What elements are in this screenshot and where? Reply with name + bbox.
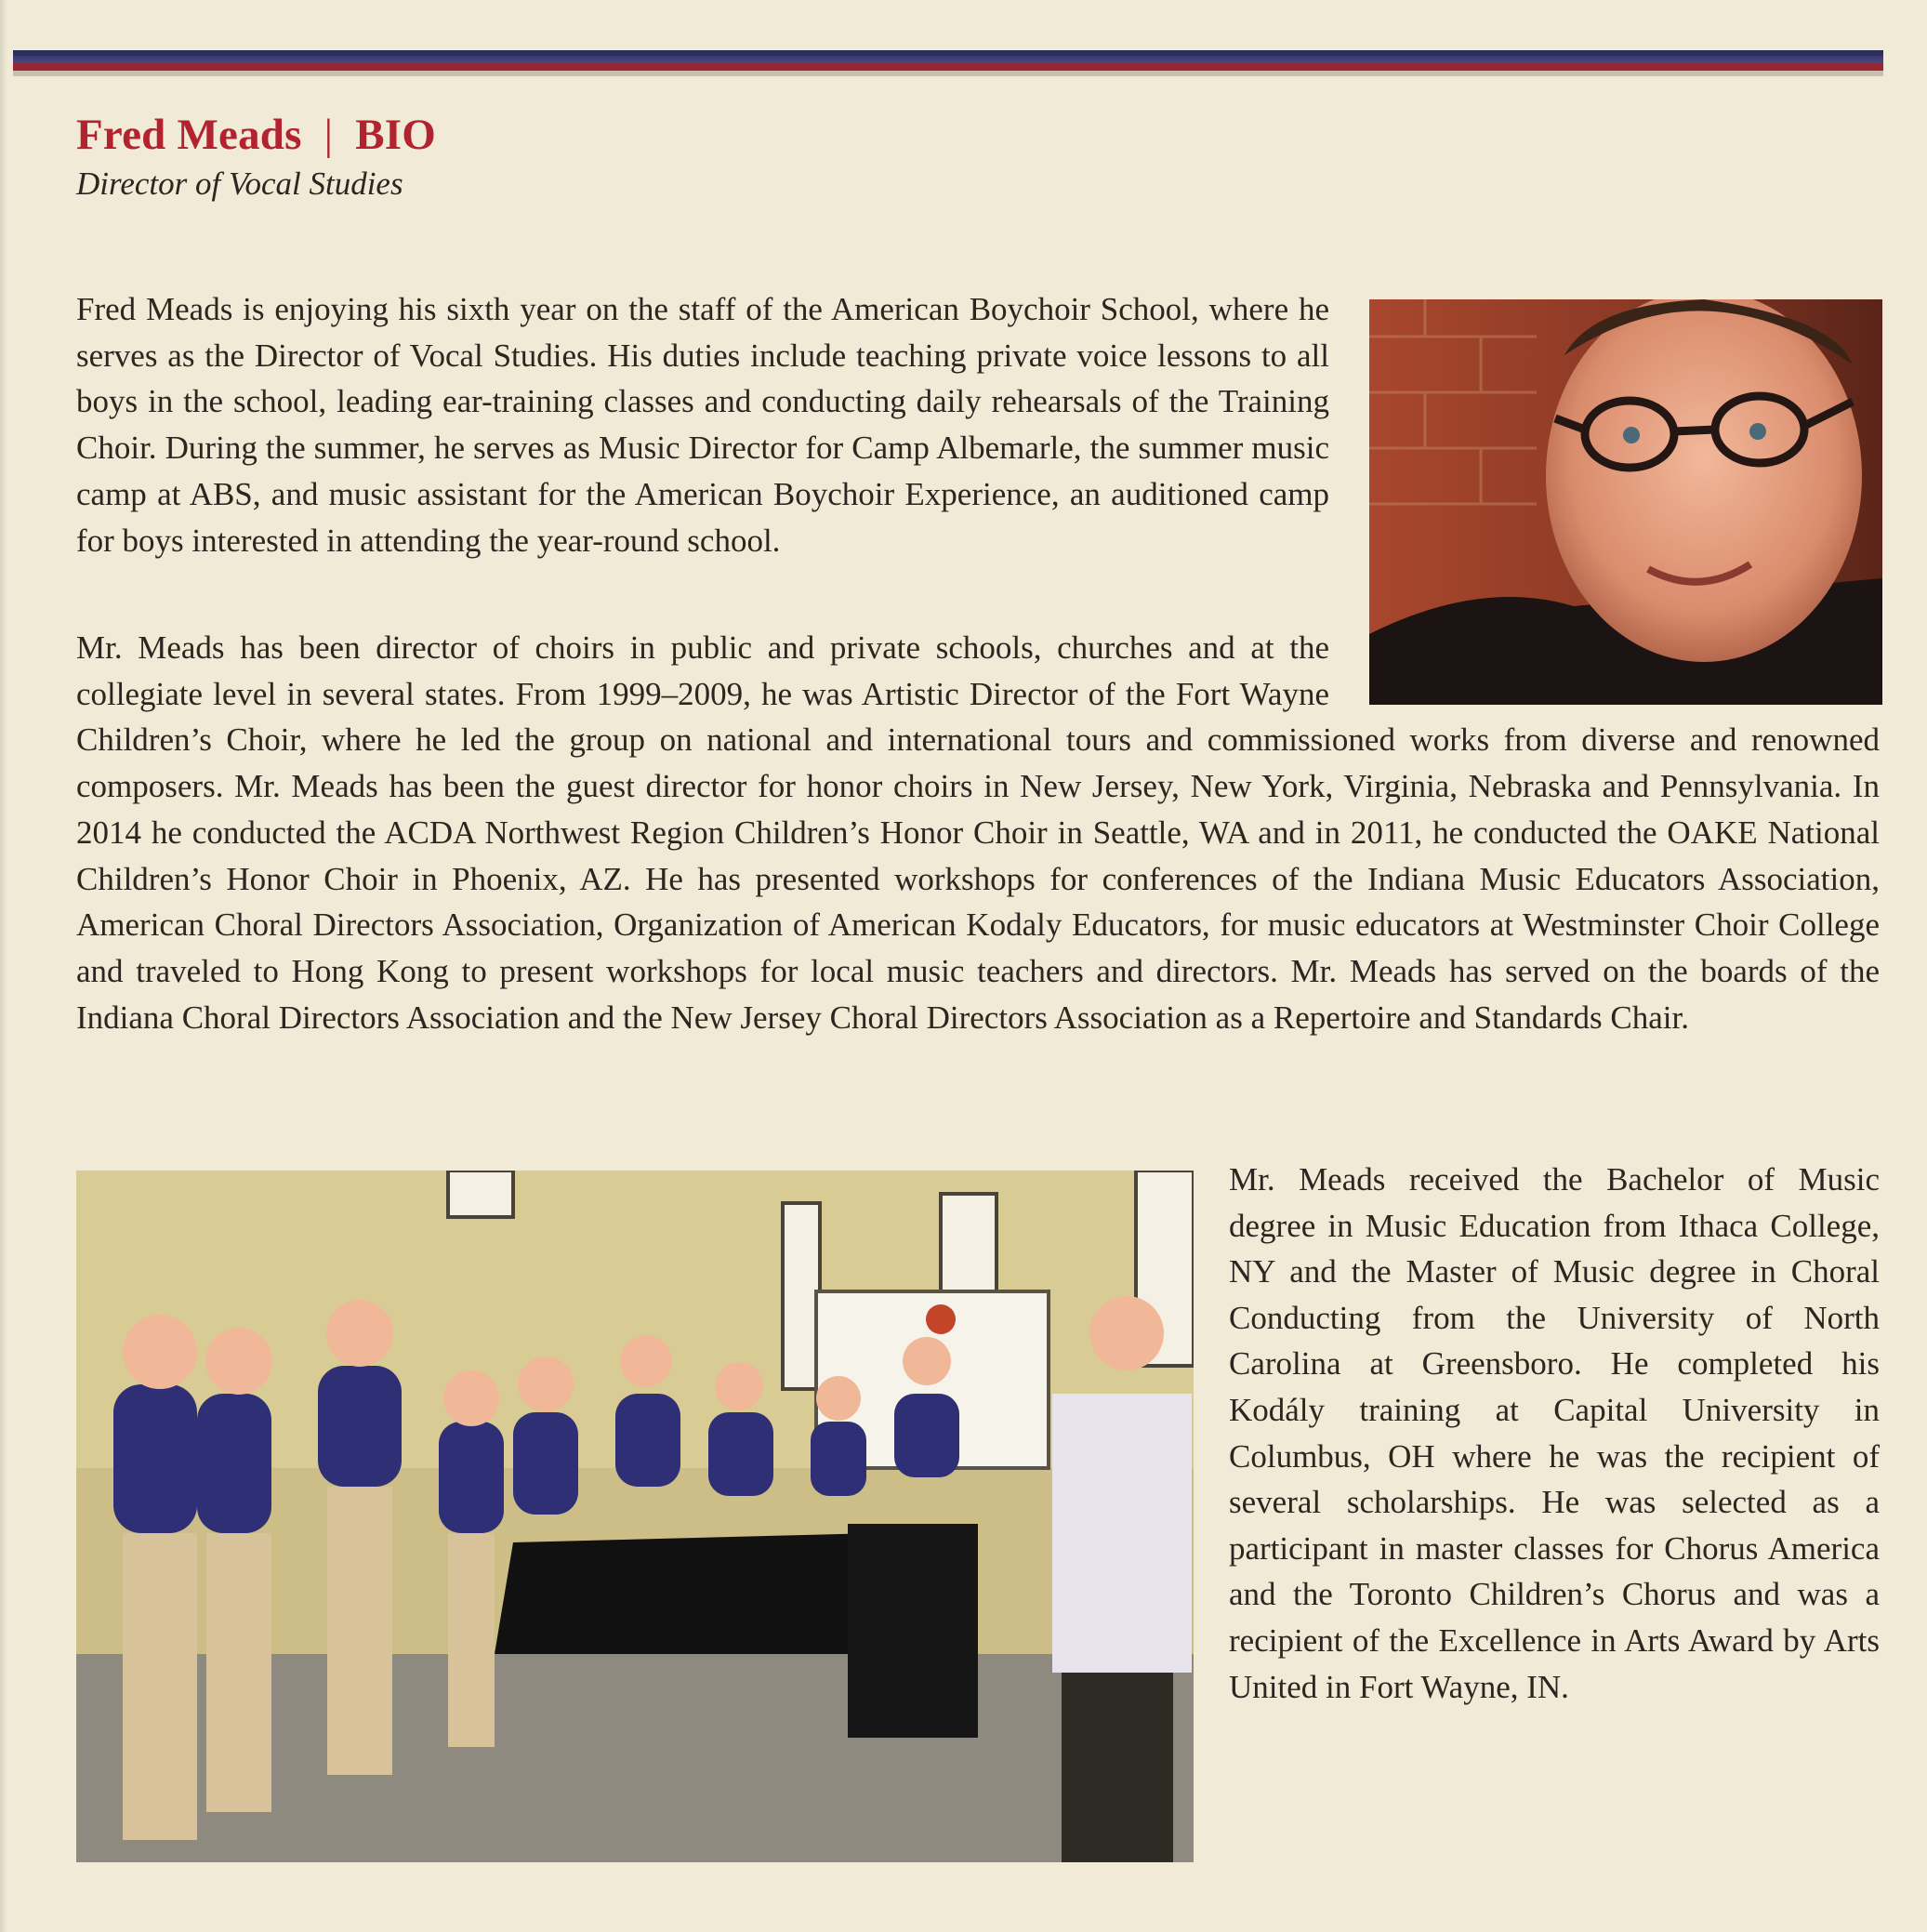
choir-rehearsal-photo: [76, 1171, 1194, 1862]
bio-paragraph-3: Mr. Meads received the Bachelor of Music degree in Music Education from Ithaca College, NY and the Master of Music degree in Choral Conducting from the University of North Carolina at Greensboro. He completed his Kodály training at Capital University in Columbus, OH where he was the recipient of several scholarships. He was selected as a participant in master classes for Chorus America and the Toronto Children’s Chorus and was a recipient of the Excellence in Arts Award by Arts United in Fort Wayne, IN.: [1229, 1161, 1880, 1705]
paragraph-1-text: Fred Meads is enjoying his sixth year on the staff of the American Boychoir School, where he serves as the Director of Vocal Studies. His duties include teaching private voice lessons to all boys in the school, leading ear-training classes and conducting daily rehearsals of the Training Choir. During the summer, he serves as Music Director for Camp Albemarle, the summer music camp at ABS, and music assistant for the American Boychoir Experience, an auditioned camp for boys interested in attending the year-round school.: [76, 291, 1329, 559]
job-title: Director of Vocal Studies: [76, 165, 403, 202]
heading-separator: |: [323, 111, 334, 159]
page-edge: [0, 0, 7, 1932]
bio-name: Fred Meads: [76, 111, 302, 159]
section-label: BIO: [355, 111, 437, 159]
paragraph-2-text: Mr. Meads has been director of choirs in public and private schools, churches and at the collegiate level in several states. From 1999–2009, he was Artistic Director of the Fort Wayne Children’s Choir, where he led the group on national and international tours and commissioned works from diverse and renowned composers. Mr. Meads has been the guest director for honor choirs in New Jersey, New York, Virginia, Nebraska and Pennsylvania. In 2014 he conducted the ACDA Northwest Region Children’s Honor Choir in Seattle, WA and in 2011, he conducted the OAKE National Children’s Honor Choir in Phoenix, AZ. He has presented workshops for conferences of the Indiana Music Educators Association, American Choral Directors Association, Organization of American Kodaly Educators, for music educators at Westminster Choir College and traveled to Hong Kong to present workshops for local music teachers and directors. Mr. Meads has served on the boards of the Indiana Choral Directors Association and the New Jersey Choral Directors Association as a Repertoire and Standards Chair.: [76, 629, 1880, 1036]
bio-paragraph-2: [76, 625, 1880, 1040]
top-color-rule: [13, 50, 1883, 76]
portrait-wrap-space-2: [1340, 625, 1880, 707]
page-heading: [76, 110, 436, 160]
